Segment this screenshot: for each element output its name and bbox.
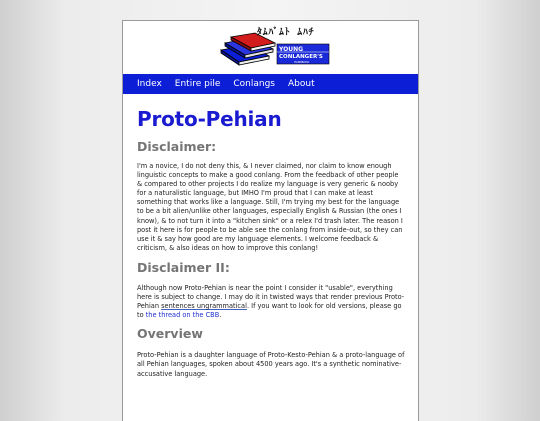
overview-heading: Overview (137, 326, 203, 342)
site-logo[interactable] (217, 25, 339, 71)
disclaimer2-text-middle: . If you want to look for old versions, please go to (137, 302, 402, 320)
cbb-thread-link[interactable]: the thread on the CBB (145, 311, 220, 320)
logo-line3: HANDBOOK (294, 61, 310, 64)
logo-line2: CONLANGER'S (279, 54, 323, 60)
nav-index[interactable]: Index (137, 79, 162, 89)
disclaimer2-text-after: . (219, 311, 222, 320)
disclaimer2-text-before: Although now Proto-Pehian is near the point I consider it "usable", everything here is subject to change. I may do it in twisted ways that render previous Proto-Pehian (137, 283, 405, 311)
nav-conlangs[interactable]: Conlangs (233, 79, 275, 89)
logo-runes: ﾀﾑﾊﾞﾑﾄ ﾑﾊﾁ (257, 27, 315, 38)
disclaimer2-heading: Disclaimer II: (137, 259, 230, 275)
page-container (122, 20, 419, 421)
page-title: Proto-Pehian (137, 107, 282, 131)
logo-line1: YOUNG (279, 46, 304, 53)
nav-entire-pile[interactable]: Entire pile (174, 79, 221, 89)
overview-text: Proto-Pehian is a daughter language of Proto-Kesto-Pehian & a proto-language of all Pehian languages, spoken about 4500 years ago. It's a synthetic nominative-accusative language. (137, 351, 405, 378)
disclaimer-heading: Disclaimer: (137, 139, 217, 154)
main-content (137, 107, 405, 379)
disclaimer2-text (137, 284, 405, 320)
nav-bar (123, 74, 418, 94)
ungrammatical-underline: sentences ungrammatical (161, 302, 247, 311)
nav-about[interactable]: About (287, 79, 315, 89)
disclaimer-text: I'm a novice, I do not deny this, & I never claimed, nor claim to know enough linguistic concepts to make a good conlang. From the feedback of other people & compared to other projects I do realize my language is very generic & nooby for a naturalistic language, but IMHO I'm proud that I can make at least something that works like a language. Still, I'm trying my best for the language to be a bit alien/unlike other languages, especially English & Russian (the ones I know), & to not turn it into a "kitchen sink" or a relex I'd trash later. The reason I post it here is for people to be able see the conlang from inside-out, so they can use it & say how good are my language elements. I welcome feedback & criticism, & also ideas on how to improve this conlang! (137, 162, 403, 252)
site-banner (123, 21, 418, 73)
